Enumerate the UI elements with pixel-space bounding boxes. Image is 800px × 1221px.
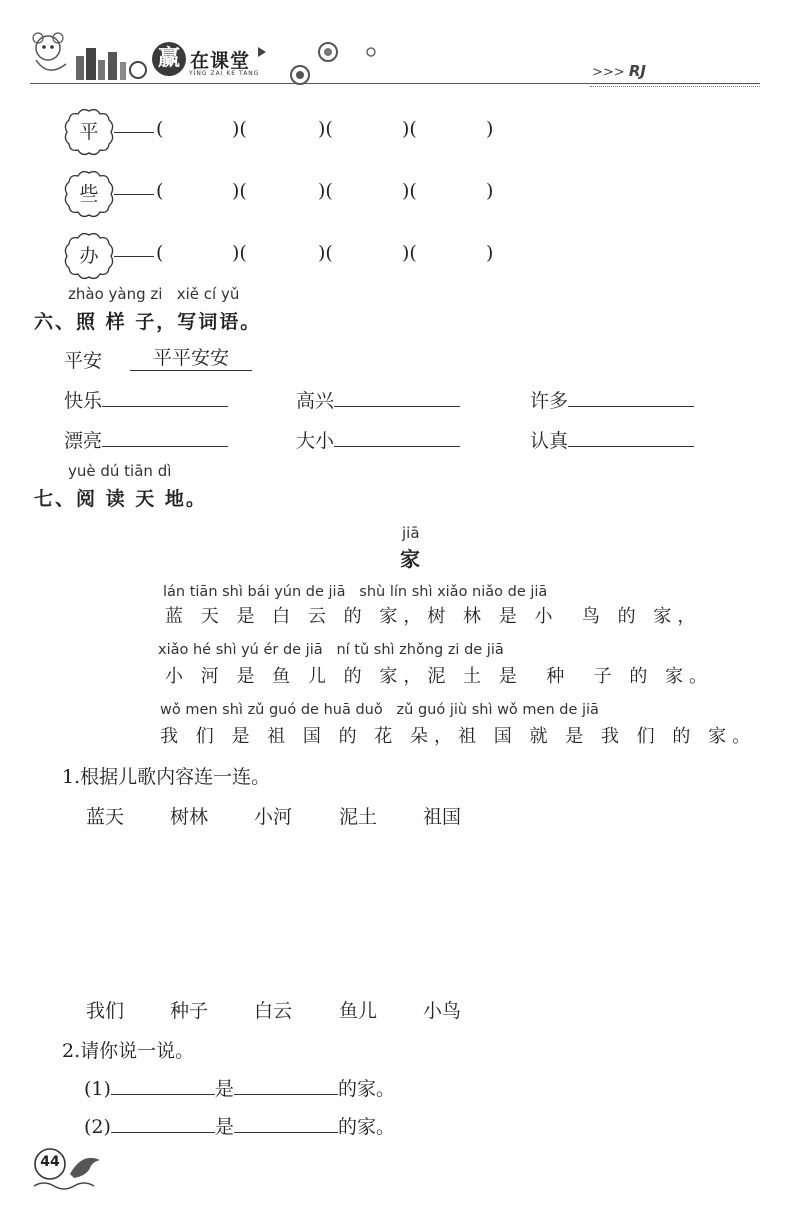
connector-dash [114, 194, 154, 195]
question-1: 1.根据儿歌内容连一连。 [62, 766, 271, 788]
match-word-top[interactable]: 祖国 [423, 806, 462, 828]
match-word-top[interactable]: 泥土 [339, 806, 378, 828]
poem-title-pinyin: jiā [402, 524, 420, 542]
answer-blank[interactable] [568, 426, 694, 447]
section6-heading: 六、照 样 子，写词语。 [34, 311, 262, 333]
header-rule [30, 83, 760, 84]
word-item: 大小 [296, 426, 460, 453]
answer-parenthesis[interactable]: ) [486, 242, 494, 264]
answer-parenthesis[interactable]: )( [318, 242, 333, 264]
match-word-bottom[interactable]: 我们 [86, 1000, 125, 1022]
poem-line-pinyin: wǒ men shì zǔ guó de huā duǒ zǔ guó jiù shì wǒ men de jiā [160, 702, 599, 718]
answer-parenthesis[interactable]: )( [318, 180, 333, 202]
match-word-top[interactable]: 树林 [170, 806, 209, 828]
match-word-top[interactable]: 小河 [254, 806, 293, 828]
match-word-bottom[interactable]: 鱼儿 [339, 1000, 378, 1022]
fill-sentence: (1) 是 的家。 [84, 1074, 395, 1101]
edition-arrows: >>> [592, 65, 625, 80]
answer-parenthesis[interactable]: )( [402, 180, 417, 202]
poem-line-pinyin: xiǎo hé shì yú ér de jiā ní tǔ shì zhǒng zi de jiā [158, 642, 504, 658]
connector-dash [114, 132, 154, 133]
brand-subtitle: YING ZAI KE TANG [189, 70, 260, 77]
answer-blank[interactable] [102, 386, 228, 407]
flower-char-box [62, 106, 116, 158]
answer-parenthesis[interactable]: )( [232, 118, 247, 140]
word-item: 漂亮 [64, 426, 228, 453]
answer-blank[interactable] [234, 1112, 338, 1133]
answer-blank[interactable] [111, 1074, 215, 1095]
answer-blank[interactable] [568, 386, 694, 407]
word-item: 许多 [530, 386, 694, 413]
section7-pinyin: yuè dú tiān dì [68, 462, 172, 480]
header-dotted-rule [590, 86, 760, 87]
answer-parenthesis[interactable]: ( [156, 180, 164, 202]
answer-blank[interactable] [334, 386, 460, 407]
answer-blank[interactable] [102, 426, 228, 447]
poem-line: 蓝 天 是 白 云 的 家，树 林 是 小 鸟 的 家， [165, 606, 702, 627]
brand-title: 在课堂 [190, 50, 251, 72]
word-item: 快乐 [64, 386, 228, 413]
flower-char: 办 [79, 245, 99, 267]
match-word-bottom[interactable]: 种子 [170, 1000, 209, 1022]
answer-parenthesis[interactable]: )( [402, 242, 417, 264]
flower-char-box [62, 168, 116, 220]
page-number: 44 [40, 1154, 60, 1170]
fill-sentence: (2) 是 的家。 [84, 1112, 395, 1139]
answer-blank[interactable] [334, 426, 460, 447]
answer-parenthesis[interactable]: ( [156, 242, 164, 264]
question-2: 2.请你说一说。 [62, 1040, 195, 1062]
poem-line: 我 们 是 祖 国 的 花 朵，祖 国 就 是 我 们 的 家。 [160, 726, 757, 747]
answer-parenthesis[interactable]: )( [402, 118, 417, 140]
word-item: 认真 [530, 426, 694, 453]
answer-parenthesis[interactable]: )( [232, 180, 247, 202]
brand-logo: 赢 [152, 42, 186, 76]
answer-parenthesis[interactable]: ( [156, 118, 164, 140]
answer-parenthesis[interactable]: )( [318, 118, 333, 140]
answer-parenthesis[interactable]: )( [232, 242, 247, 264]
poem-title: 家 [400, 547, 420, 571]
match-word-bottom[interactable]: 白云 [254, 1000, 293, 1022]
edition-code: RJ [628, 62, 646, 80]
answer-blank[interactable] [234, 1074, 338, 1095]
section6-pinyin: zhào yàng zi xiě cí yǔ [68, 285, 240, 303]
section7-heading: 七、阅 读 天 地。 [34, 488, 207, 510]
flower-char: 平 [79, 121, 99, 143]
poem-line: 小 河 是 鱼 儿 的 家，泥 土 是 种 子 的 家。 [165, 666, 714, 687]
answer-parenthesis[interactable]: ) [486, 118, 494, 140]
example-word: 平安 [64, 350, 103, 372]
word-item: 高兴 [296, 386, 460, 413]
edition-label [592, 62, 646, 80]
flower-char: 些 [79, 183, 99, 205]
answer-blank[interactable] [111, 1112, 215, 1133]
match-word-bottom[interactable]: 小鸟 [423, 1000, 462, 1022]
flower-char-box [62, 230, 116, 282]
poem-line-pinyin: lán tiān shì bái yún de jiā shù lín shì xiǎo niǎo de jiā [163, 584, 548, 600]
connector-dash [114, 256, 154, 257]
example-answer: 平平安安 [130, 346, 252, 371]
match-word-top[interactable]: 蓝天 [86, 806, 125, 828]
answer-parenthesis[interactable]: ) [486, 180, 494, 202]
